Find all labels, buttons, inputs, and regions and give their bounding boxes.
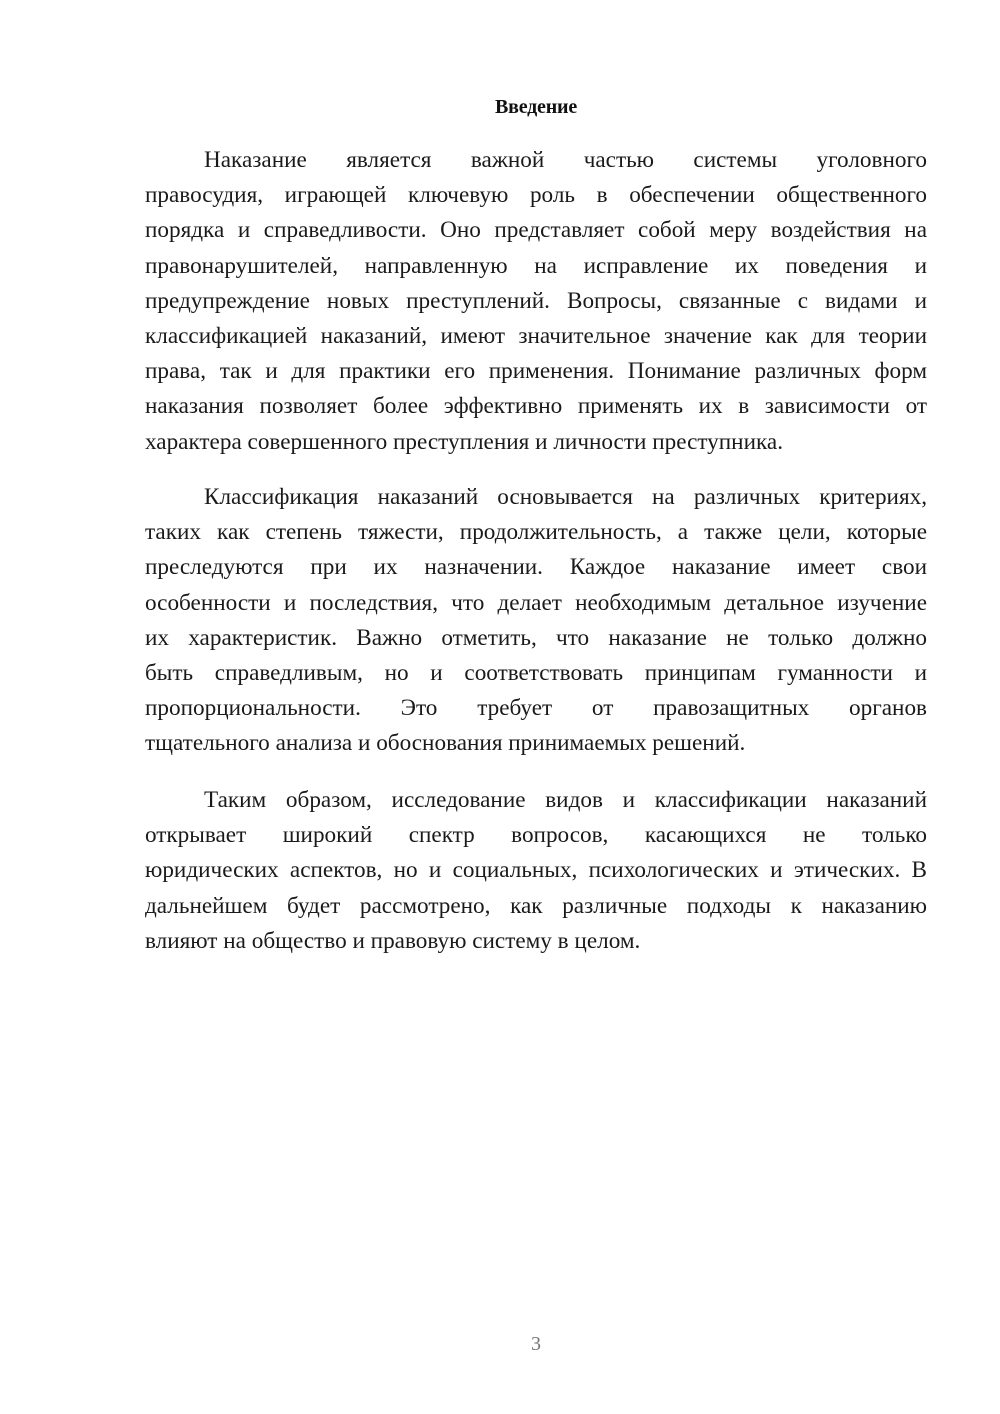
text-line: влияют на общество и правовую систему в целом.	[145, 927, 641, 954]
text-line: преследуются при их назначении. Каждое наказание имеет свои	[145, 554, 927, 581]
page-number: 3	[531, 1333, 541, 1355]
text-line: таких как степень тяжести, продолжительность, а также цели, которые	[145, 519, 927, 546]
text-line: открывает широкий спектр вопросов, касающихся не только	[145, 822, 927, 849]
text-line: тщательного анализа и обоснования принимаемых решений.	[145, 730, 746, 757]
text-line: особенности и последствия, что делает необходимым детальное изучение	[145, 589, 927, 616]
text-line: правосудия, играющей ключевую роль в обеспечении общественного	[145, 182, 927, 209]
text-line: Таким образом, исследование видов и классификации наказаний	[204, 787, 927, 813]
paragraph-3	[145, 783, 927, 959]
text-line: юридических аспектов, но и социальных, психологических и этических. В	[145, 857, 927, 884]
text-line: наказания позволяет более эффективно применять их в зависимости от	[145, 393, 927, 420]
text-line: дальнейшем будет рассмотрено, как различные подходы к наказанию	[145, 892, 927, 919]
paragraph-2	[145, 480, 927, 762]
text-line: быть справедливым, но и соответствовать принципам гуманности и	[145, 659, 927, 686]
section-heading: Введение	[494, 96, 578, 118]
text-line: порядка и справедливости. Оно представляет собой меру воздействия на	[145, 217, 927, 244]
text-line: правонарушителей, направленную на исправление их поведения и	[145, 252, 927, 279]
text-line: Классификация наказаний основывается на различных критериях,	[204, 484, 927, 510]
paragraph-1	[145, 143, 927, 460]
text-line: предупреждение новых преступлений. Вопросы, связанные с видами и	[145, 287, 927, 314]
text-line: их характеристик. Важно отметить, что наказание не только должно	[145, 624, 927, 651]
text-line: характера совершенного преступления и личности преступника.	[145, 428, 784, 455]
text-line: Наказание является важной частью системы уголовного	[204, 147, 927, 173]
text-line: пропорциональности. Это требует от правозащитных органов	[145, 695, 927, 722]
text-line: права, так и для практики его применения. Понимание различных форм	[145, 358, 927, 385]
text-line: классификацией наказаний, имеют значительное значение как для теории	[145, 322, 927, 349]
